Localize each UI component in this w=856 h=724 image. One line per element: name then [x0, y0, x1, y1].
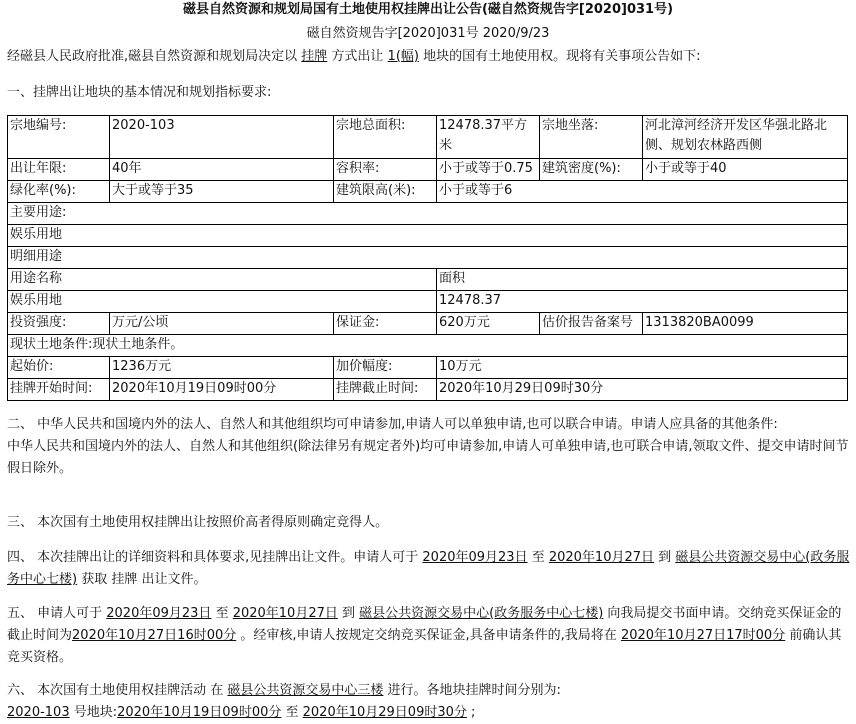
section-6 [0, 680, 856, 724]
area-value: 12478.37平方米 [437, 116, 540, 159]
location-value: 河北漳河经济开发区华强北路北侧、规划农林路西侧 [643, 116, 848, 159]
start-time-value: 2020年10月19日09时00分 [110, 379, 334, 401]
end-time-label: 挂牌截止时间: [334, 379, 437, 401]
location-label: 宗地坐落: [540, 116, 643, 159]
density-value: 小于或等于40 [643, 159, 848, 181]
use-area-value: 12478.37 [437, 291, 848, 313]
s5-confirm-time: 2020年10月27日17时00分 [620, 628, 786, 643]
appraisal-value: 1313820BA0099 [643, 313, 848, 335]
appraisal-label: 估价报告备案号 [540, 313, 643, 335]
detail-use-label: 明细用途 [8, 247, 848, 269]
s5-text-d: 向我局提交书面申请。交纳竞买保证金的截止时间为 [7, 606, 842, 643]
s6-start-time: 2020年10月19日09时00分 [117, 705, 282, 720]
increment-label: 加价幅度: [334, 357, 437, 379]
area-label: 宗地总面积: [334, 116, 437, 159]
far-value: 小于或等于0.75 [437, 159, 540, 181]
section-5-text [0, 603, 856, 669]
use-name-header: 用途名称 [8, 269, 437, 291]
intro-text-2: 方式出让 [327, 49, 388, 64]
start-price-value: 1236万元 [110, 357, 334, 379]
green-value: 大于或等于35 [110, 181, 334, 203]
intro-paragraph [7, 45, 856, 64]
main-use-value: 娱乐用地 [8, 225, 848, 247]
s6-text-b: 进行。各地块挂牌时间分别为: [383, 683, 561, 698]
term-label: 出让年限: [8, 159, 110, 181]
s5-text-e: 。经审核,申请人按规定交纳竞买保证金,具备申请条件的,我局将在 [236, 628, 621, 643]
s6-end-time: 2020年10月29日09时30分 [302, 705, 467, 720]
s4-text-d: 获取 挂牌 出让文件。 [77, 572, 207, 587]
s4-text-b: 至 [527, 550, 549, 565]
s5-start-date: 2020年09月23日 [106, 606, 212, 621]
section-2 [0, 414, 856, 480]
green-label: 绿化率(%): [8, 181, 110, 203]
density-label: 建筑密度(%): [540, 159, 643, 181]
s4-start-date: 2020年09月23日 [422, 550, 528, 565]
far-label: 容积率: [334, 159, 437, 181]
invest-label: 投资强度: [8, 313, 110, 335]
increment-value: 10万元 [437, 357, 848, 379]
intro-text-3: 地块的国有土地使用权。现将有关事项公告如下: [418, 49, 701, 64]
s4-end-date: 2020年10月27日 [548, 550, 655, 565]
page-title: 磁县自然资源和规划局国有土地使用权挂牌出让公告(磁自然资规告字[2020]031号) [182, 2, 674, 17]
section-6-schedule [0, 702, 856, 724]
s6-text-c: 号地块: [69, 705, 118, 720]
section-2-conditions: 中华人民共和国境内外的法人、自然人和其他组织(除法律另有规定者外)均可申请参加,申请人可单独申请,也可联合申请,领取文件、提交申请时间节假日除外。 [7, 439, 849, 476]
s4-text-c: 到 [654, 550, 676, 565]
notice-subtitle: 磁自然资规告字[2020]031号 2020/9/23 [306, 26, 550, 41]
land-condition: 现状土地条件:现状土地条件。 [8, 335, 848, 357]
use-area-header: 面积 [437, 269, 848, 291]
end-time-value: 2020年10月29日09时30分 [437, 379, 848, 401]
start-time-label: 挂牌开始时间: [8, 379, 110, 401]
s6-place: 磁县公共资源交易中心三楼 [227, 683, 384, 698]
s5-text-a: 五、 申请人可于 [7, 606, 107, 621]
s6-text-e: ; [466, 705, 476, 720]
section-2-text: 二、 中华人民共和国境内外的法人、自然人和其他组织均可申请参加,申请人可以单独申请,也可以联合申请。申请人应具备的其他条件: [7, 417, 778, 432]
term-value: 40年 [110, 159, 334, 181]
s5-end-date: 2020年10月27日 [232, 606, 338, 621]
s5-deposit-deadline: 2020年10月27日16时00分 [72, 628, 237, 643]
main-use-label: 主要用途: [8, 203, 848, 225]
parcel-no-label: 宗地编号: [8, 116, 110, 159]
section-4 [0, 547, 856, 591]
section-3 [0, 512, 856, 534]
use-name-value: 娱乐用地 [8, 291, 437, 313]
s6-parcel-no: 2020-103 [7, 705, 70, 720]
start-price-label: 起始价: [8, 357, 110, 379]
parcel-info-table [7, 115, 848, 401]
invest-value: 万元/公顷 [110, 313, 334, 335]
height-value: 小于或等于6 [437, 181, 848, 203]
s5-text-c: 到 [337, 606, 360, 621]
section-1-heading: 一、挂牌出让地块的基本情况和规划指标要求: [7, 85, 272, 100]
section-4-text [0, 547, 856, 591]
parcel-no-value: 2020-103 [110, 116, 334, 159]
s4-text-a: 四、 本次挂牌出让的详细资料和具体要求,见挂牌出让文件。申请人可于 [7, 550, 423, 565]
transfer-method: 挂牌 [301, 49, 328, 64]
section-3-text: 三、 本次国有土地使用权挂牌出让按照价高者得原则确定竞得人。 [7, 515, 389, 530]
deposit-value: 620万元 [437, 313, 540, 335]
s5-place: 磁县公共资源交易中心(政务服务中心七楼) [359, 606, 604, 621]
s6-text-a: 六、 本次国有土地使用权挂牌活动 在 [7, 683, 228, 698]
parcel-count: 1(幅) [387, 49, 419, 64]
section-6-text [0, 680, 856, 702]
intro-text-1: 经磁县人民政府批准,磁县自然资源和规划局决定以 [7, 49, 302, 64]
deposit-label: 保证金: [334, 313, 437, 335]
s5-text-f: 前确认其竞买资格。 [7, 628, 842, 665]
height-label: 建筑限高(米): [334, 181, 437, 203]
section-5 [0, 603, 856, 669]
s6-text-d: 至 [281, 705, 303, 720]
s5-text-b: 至 [211, 606, 233, 621]
s4-place: 磁县公共资源交易中心(政务服务中心七楼) [7, 550, 850, 587]
